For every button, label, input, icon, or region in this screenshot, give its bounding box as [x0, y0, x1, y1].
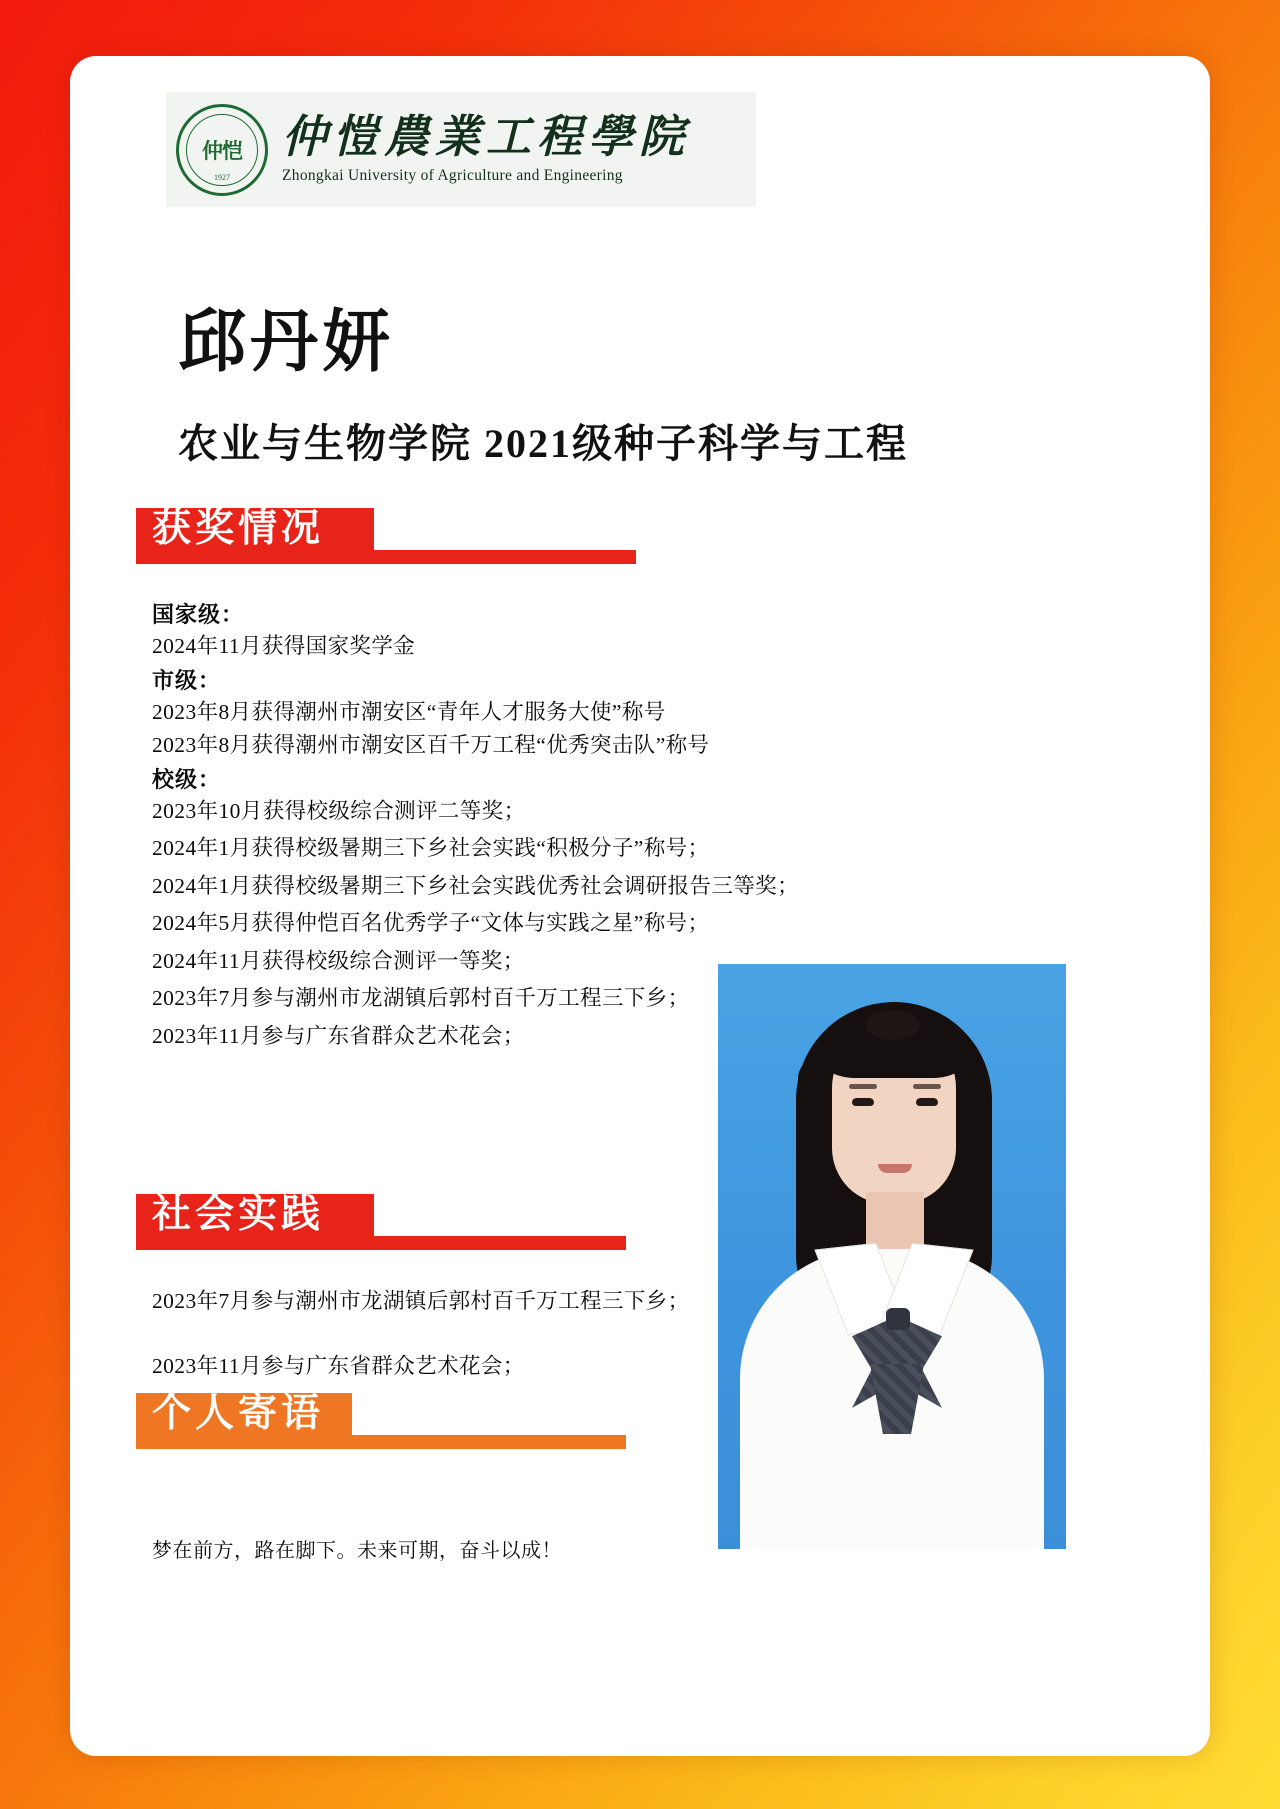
university-name-cn: 仲愷農業工程學院: [282, 112, 691, 163]
seal-text: 仲恺: [202, 138, 242, 163]
award-entry: 2023年8月获得潮州市潮安区“青年人才服务大使”称号: [152, 699, 666, 724]
logo-wordmark: [282, 114, 690, 184]
eye-right: [916, 1098, 938, 1106]
banner-bar-bottom: [136, 1435, 626, 1449]
ribbon-knot: [886, 1308, 910, 1330]
award-entry: 2024年11月获得国家奖学金: [152, 634, 416, 658]
student-major: 农业与生物学院 2021级种子科学与工程: [178, 421, 908, 466]
university-logo: [166, 92, 756, 207]
award-entry: 2023年7月参与潮州市龙湖镇后郭村百千万工程三下乡；: [152, 986, 690, 1010]
eye-left: [852, 1098, 874, 1106]
awards-group-municipal: [152, 667, 952, 757]
award-entry: 2024年1月获得校级暑期三下乡社会实践优秀社会调研报告三等奖；: [152, 873, 800, 898]
seal-year: 1927: [214, 172, 230, 182]
student-portrait-photo: [718, 964, 1066, 1549]
section-title-awards: 获奖情况: [152, 507, 325, 550]
award-entry: 2023年8月获得潮州市潮安区百千万工程“优秀突击队”称号: [152, 733, 710, 757]
awards-group-label: 市级：: [152, 667, 222, 693]
poster-card: [70, 56, 1210, 1756]
section-header-awards: [136, 508, 636, 564]
university-seal-icon: [176, 104, 268, 196]
awards-group-label: 国家级：: [152, 602, 245, 627]
awards-group-label: 校级：: [152, 766, 222, 792]
practice-entry: 2023年7月参与潮州市龙湖镇后郭村百千万工程三下乡；: [152, 1289, 690, 1313]
award-entry: 2024年11月获得校级综合测评一等奖；: [152, 948, 525, 973]
university-name-en: Zhongkai University of Agriculture and Engineering: [282, 166, 623, 184]
banner-bar-bottom: [136, 1236, 626, 1250]
student-name: 邱丹妍: [178, 304, 395, 380]
award-entry: 2024年5月获得仲恺百名优秀学子“文体与实践之星”称号；: [152, 911, 710, 935]
section-title-motto: 个人寄语: [152, 1392, 325, 1435]
banner-bar-bottom: [136, 550, 636, 564]
section-header-practice: [136, 1194, 626, 1250]
mouth: [878, 1164, 912, 1173]
award-entry: 2023年11月参与广东省群众艺术花会；: [152, 1023, 525, 1048]
eyebrow-left: [849, 1084, 877, 1089]
motto-text: 梦在前方，路在脚下。未来可期，奋斗以成！: [152, 1540, 562, 1562]
practice-entry: 2023年11月参与广东省群众艺术花会；: [152, 1354, 525, 1378]
awards-group-national: [152, 604, 952, 658]
eyebrow-right: [913, 1084, 941, 1089]
section-title-practice: 社会实践: [152, 1193, 325, 1236]
award-entry: 2023年10月获得校级综合测评二等奖；: [152, 798, 526, 823]
section-header-motto: [136, 1393, 626, 1449]
award-entry: 2024年1月获得校级暑期三下乡社会实践“积极分子”称号；: [152, 836, 710, 860]
